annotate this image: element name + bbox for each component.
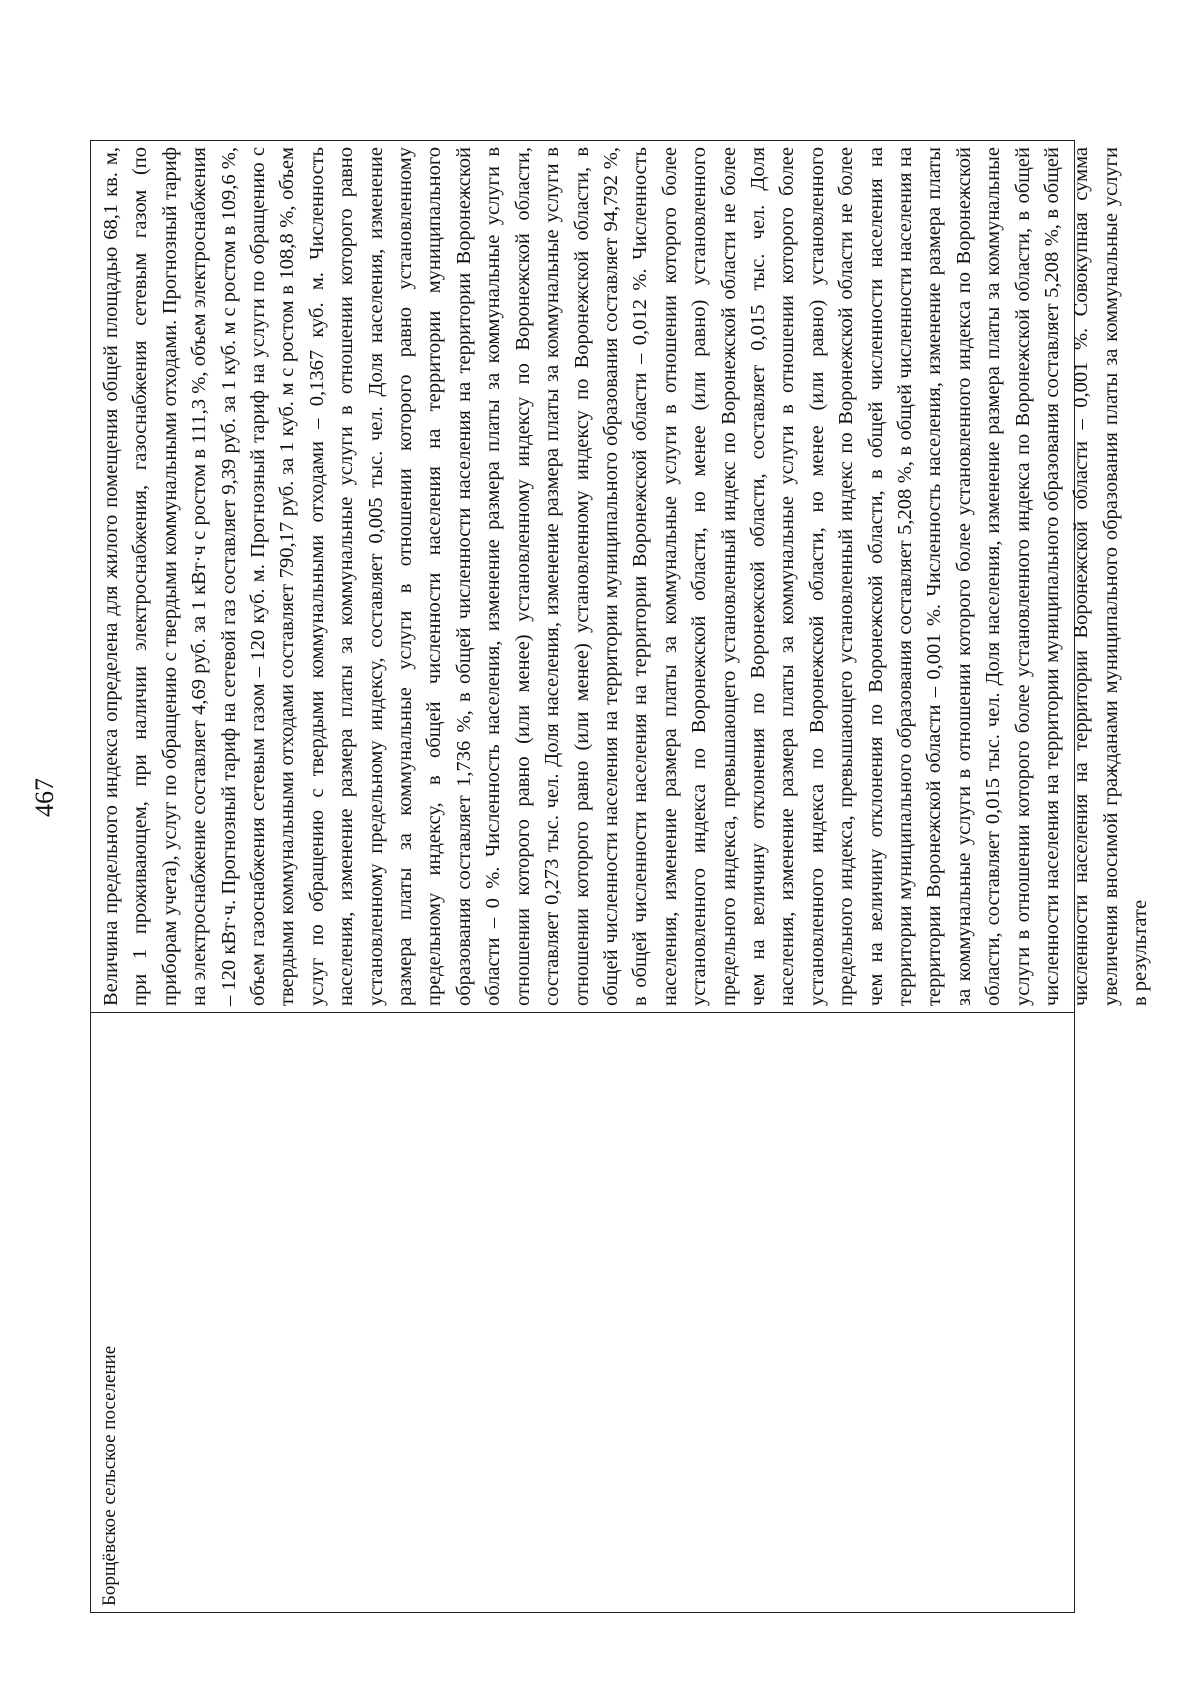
page-number: 467 — [30, 778, 59, 817]
settlement-name: Борщёвское сельское поселение — [99, 1345, 120, 1606]
table-row — [91, 141, 1075, 1613]
settlement-name-cell — [91, 1013, 1075, 1613]
description-cell — [91, 141, 1152, 1013]
tariff-index-table — [90, 140, 1152, 1613]
description-text: Величина предельного индекса определена для жилого помещения общей площадью 68,1 кв. м, при 1 проживающем, при наличии электроснабжения, газоснабжения сетевым газом (по приборам учета), услуг по обращению с твердыми коммунальными отходами. Прогнозный тариф на электроснабжение составляет 4,69 руб. за 1 кВт·ч с ростом в 111,3 %, объем электроснабжения – 120 кВт·ч. Прогнозный тариф на сетевой газ составляет 9,39 руб. за 1 куб. м с ростом в 109,6 %, объем газоснабжения сетевым газом – 120 куб. м. Прогнозный тариф на услуги по обращению с твердыми коммунальными отходами составляет 790,17 руб. за 1 куб. м с ростом в 108,8 %, объем услуг по обращению с твердыми коммунальными отходами – 0,1367 куб. м. Численность населения, изменение размера платы за коммунальные услуги в отношении которого равно установленному предельному индексу, составляет 0,005 тыс. чел. Доля населения, изменение размера платы за коммунальные услуги в отношении которого равно установленному предельному индексу, в общей численности населения на территории муниципального образования составляет 1,736 %, в общей численности населения на территории Воронежской области – 0 %. Численность населения, изменение размера платы за коммунальные услуги в отношении которого равно (или менее) установленному индексу по Воронежской области, составляет 0,273 тыс. чел. Доля населения, изменение размера платы за коммунальные услуги в отношении которого равно (или менее) установленному индексу по Воронежской области, в общей численности населения на территории муниципального образования составляет 94,792 %, в общей численности населения на территории Воронежской области – 0,012 %. Численность населения, изменение размера платы за коммунальные услуги в отношении которого более установленного индекса по Воронежской области, но менее (или равно) установленного предельного индекса, превышающего установленный индекс по Воронежской области не более чем на величину отклонения по Воронежской области, составляет 0,015 тыс. чел. Доля населения, изменение размера платы за коммунальные услуги в отношении которого более установленного индекса по Воронежской области, но менее (или равно) установленного предельного индекса, превышающего установленный индекс по Воронежской области не более чем на величину отклонения по Воронежской области, в общей численности населения на территории муниципального образования составляет 5,208 %, в общей численности населения на территории Воронежской области – 0,001 %. Численность населения, изменение размера платы за коммунальные услуги в отношении которого более установленного индекса по Воронежской области, составляет 0,015 тыс. чел. Доля населения, изменение размера платы за коммунальные услуги в отношении которого более установленного индекса по Воронежской области, в общей численности населения на территории муниципального образования составляет 5,208 %, в общей численности населения на территории Воронежской области – 0,001 %. Совокупная сумма увеличения вносимой гражданами муниципального образования платы за коммунальные услуги в результате — [100, 147, 1152, 1006]
